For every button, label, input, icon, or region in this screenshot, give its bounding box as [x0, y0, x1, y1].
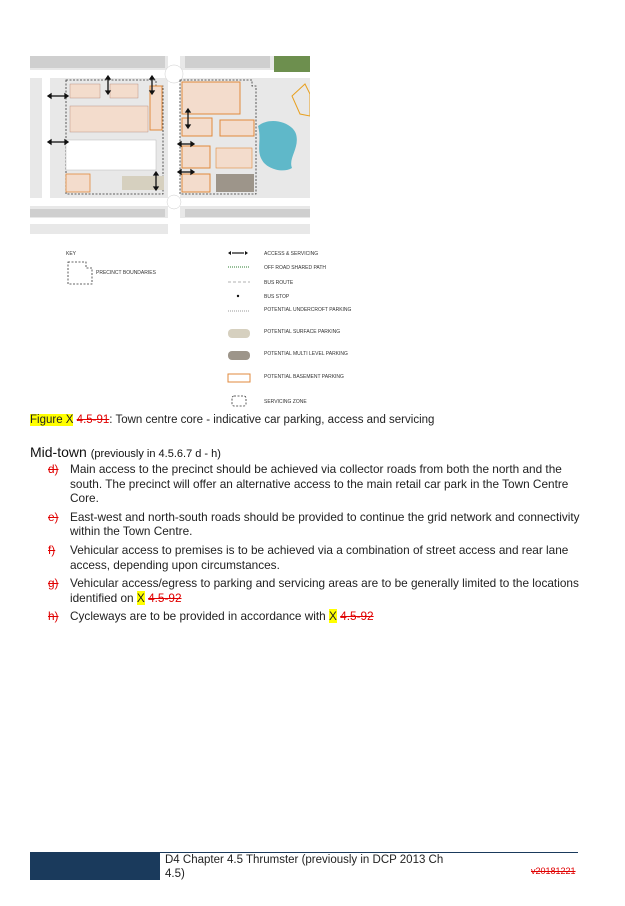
footer-version: v20181221: [531, 866, 576, 876]
legend-key-title: KEY: [66, 251, 77, 257]
legend-item-access: ACCESS & SERVICING: [264, 251, 319, 257]
item-text: East-west and north-south roads should be provided to continue the grid network and connectivity within the Town Centre.: [70, 509, 580, 539]
surface-parking-swatch: [228, 329, 250, 338]
figure-reference: X: [329, 609, 337, 624]
precinct-boundary-swatch: [68, 262, 92, 284]
item-text: Vehicular access to premises is to be achieved via a combination of street access and rear lane access, depending upon circumstances.: [70, 542, 569, 572]
map-legend: [52, 246, 382, 412]
item-text: Vehicular access/egress to parking and servicing areas are to be generally limited to the locations identified on: [70, 576, 579, 605]
multi-level-parking-swatch: [228, 351, 250, 360]
basement-parking-swatch: [228, 374, 250, 382]
item-marker: g): [48, 576, 59, 591]
legend-item-bus-route: BUS ROUTE: [264, 280, 294, 286]
caption-deleted-number: 4.5-91: [76, 414, 110, 426]
list-item: [48, 543, 596, 572]
item-marker: e): [48, 509, 59, 524]
figure-caption: [30, 414, 434, 426]
legend-item-multi-level: POTENTIAL MULTI LEVEL PARKING: [264, 351, 348, 357]
legend-item-basement: POTENTIAL BASEMENT PARKING: [264, 374, 344, 380]
requirements-list: [48, 462, 596, 628]
legend-item-surface: POTENTIAL SURFACE PARKING: [264, 329, 341, 335]
item-text: Cycleways are to be provided in accordance with: [70, 609, 330, 624]
list-item: [48, 462, 596, 506]
legend-item-undercroft: POTENTIAL UNDERCROFT PARKING: [264, 307, 352, 313]
access-arrow-swatch: [228, 251, 248, 255]
list-item: [48, 609, 596, 624]
item-marker: d): [48, 462, 59, 476]
figure-reference: X: [136, 590, 145, 605]
servicing-zone-swatch: [232, 396, 246, 406]
footer-chapter-title: D4 Chapter 4.5 Thrumster (previously in DCP 2013 Ch 4.5): [165, 854, 444, 880]
item-marker: f): [48, 542, 56, 557]
caption-text: : Town centre core - indicative car parking, access and servicing: [109, 414, 435, 426]
list-item: [48, 510, 596, 539]
bus-stop-swatch: [237, 295, 239, 297]
item-text: Main access to the precinct should be achieved via collector roads from both the north and the south. The precinct will offer an alternative access to the main retail car park in the Town Centre Core.: [70, 462, 569, 506]
caption-prefix: Figure X: [30, 414, 74, 426]
legend-item-shared-path: OFF ROAD SHARED PATH: [264, 265, 327, 271]
figure-reference-deleted: 4.5-92: [340, 609, 374, 624]
section-title: Mid-town: [30, 444, 87, 460]
legend-item-bus-stop: BUS STOP: [264, 294, 290, 300]
item-marker: h): [48, 609, 59, 624]
section-heading: [30, 444, 221, 460]
town-centre-site-plan: [30, 56, 310, 234]
legend-precinct-label: PRECINCT BOUNDARIES: [96, 270, 156, 276]
legend-item-servicing: SERVICING ZONE: [264, 399, 307, 405]
figure-reference-deleted: 4.5-92: [148, 590, 182, 605]
footer-brand-bar: [30, 853, 160, 880]
section-note: (previously in 4.5.6.7 d - h): [90, 448, 221, 460]
list-item: [48, 576, 596, 605]
